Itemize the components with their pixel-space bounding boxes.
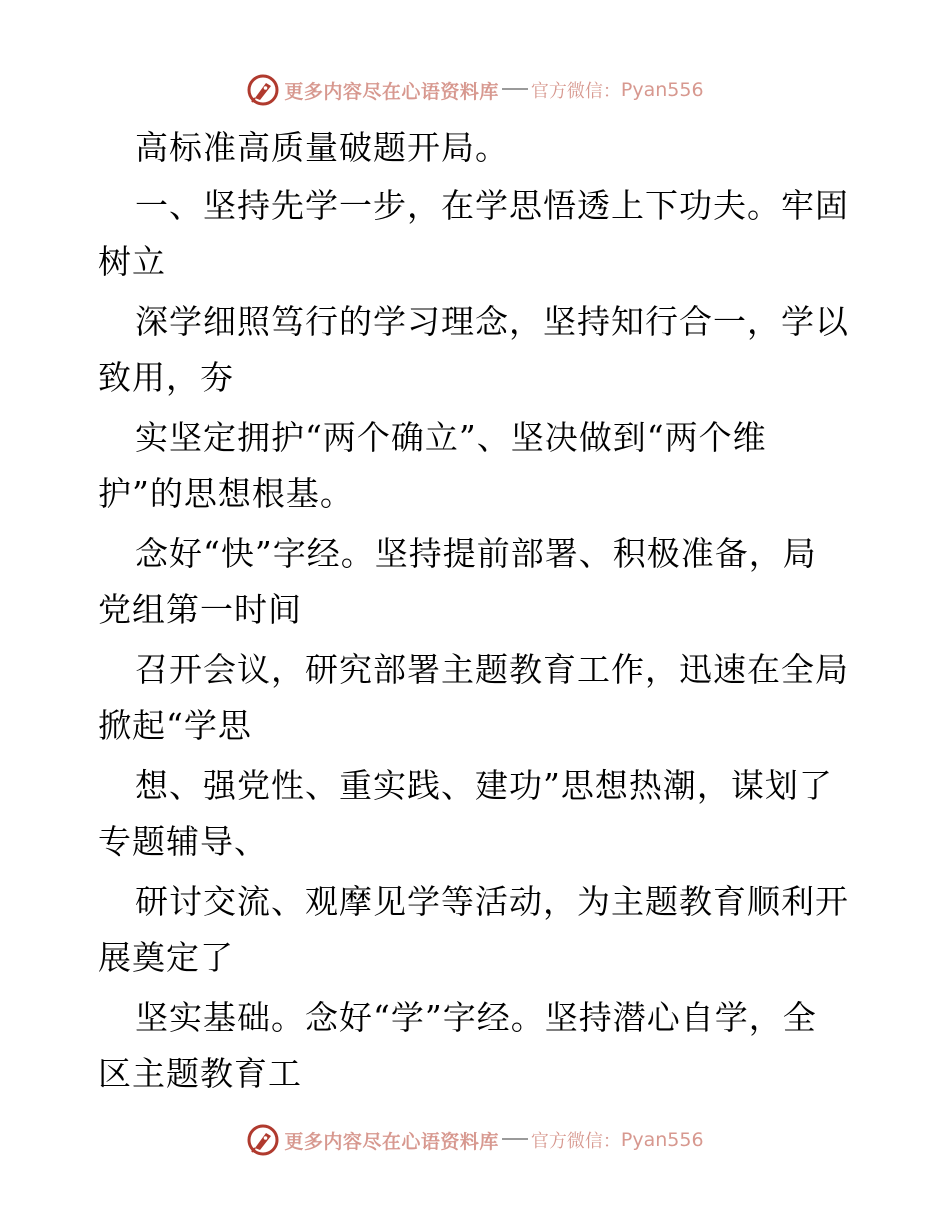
text-line: 掀起“学思 [98,706,252,745]
text-line: 坚实基础。念好“学”字经。坚持潜心自学，全 [135,998,817,1037]
header-watermark [0,70,950,110]
text-line: 区主题教育工 [98,1054,302,1093]
text-line: 高标准高质量破题开局。 [135,128,509,167]
watermark-account: Pyan556 [620,79,704,101]
watermark-label: 官方微信： [530,81,621,102]
footer-watermark [0,1120,950,1160]
text-line: 深学细照笃行的学习理念，坚持知行合一，学以 [135,302,849,341]
text-line: 一、坚持先学一步，在学思悟透上下功夫。牢固 [135,186,849,225]
pen-nib-logo-icon [246,1123,280,1157]
watermark-brand: 更多内容尽在心语资料库 [284,1130,499,1153]
text-line: 念好“快”字经。坚持提前部署、积极准备，局 [135,534,817,573]
text-line: 树立 [98,242,166,281]
text-line: 致用，夯 [98,358,234,397]
watermark-brand: 更多内容尽在心语资料库 [284,80,499,103]
watermark-label: 官方微信： [530,1131,621,1152]
text-line: 召开会议，研究部署主题教育工作，迅速在全局 [135,650,849,689]
text-line: 党组第一时间 [98,590,302,629]
pen-nib-logo-icon [246,73,280,107]
text-line: 想、强党性、重实践、建功”思想热潮，谋划了 [135,766,833,805]
watermark-dash [502,1138,528,1140]
watermark-account: Pyan556 [620,1129,704,1151]
text-line: 研讨交流、观摩见学等活动，为主题教育顺利开 [135,882,849,921]
text-line: 展奠定了 [98,938,234,977]
text-line: 护”的思想根基。 [98,474,354,513]
watermark-dash [502,88,528,90]
text-line: 专题辅导、 [98,822,268,861]
text-line: 实坚定拥护“两个确立”、坚决做到“两个维 [135,418,767,457]
